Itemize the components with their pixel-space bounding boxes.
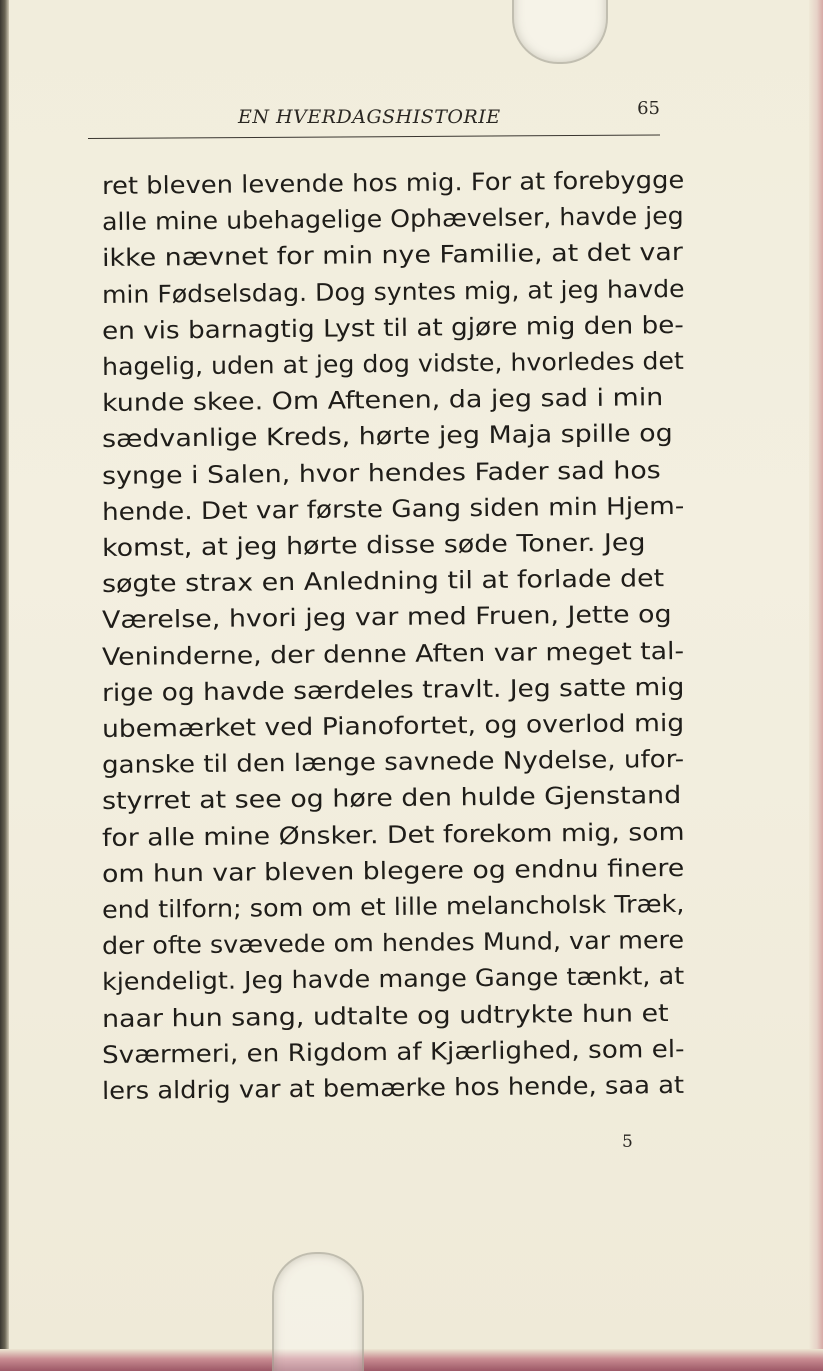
running-head	[88, 98, 660, 138]
text-line: end tilforn; som om et lille melancholsk Træk,	[101, 889, 685, 924]
page-clip-top	[512, 0, 608, 64]
text-line: Veninderne, der denne Aften var meget tal-	[101, 636, 685, 671]
page-edge-bottom	[0, 1349, 823, 1371]
text-line: for alle mine Ønsker. Det forekom mig, som	[101, 817, 685, 852]
text-line: om hun var bleven blegere og endnu finere	[101, 853, 685, 888]
page-edge-right	[809, 0, 823, 1371]
text-line: lers aldrig var at bemærke hos hende, saa at	[101, 1070, 685, 1105]
text-line: rige og havde særdeles travlt. Jeg satte mig	[101, 672, 685, 707]
page-number: 65	[637, 98, 660, 119]
text-line: ret bleven levende hos mig. For at forebygge	[101, 165, 685, 200]
text-line: der ofte svævede om hendes Mund, var mere	[101, 926, 685, 961]
text-line: naar hun sang, udtalte og udtrykte hun et	[101, 998, 669, 1033]
text-line: synge i Salen, hvor hendes Fader sad hos	[101, 455, 661, 490]
text-line: styrret at see og høre den hulde Gjenstand	[101, 781, 682, 816]
text-line: ubemærket ved Pianofortet, og overlod mig	[101, 708, 685, 743]
text-line: Sværmeri, en Rigdom af Kjærlighed, som el-	[101, 1034, 685, 1069]
book-spine-edge	[0, 0, 9, 1371]
text-line: ganske til den længe savnede Nydelse, ufor-	[101, 745, 685, 780]
text-line: min Fødselsdag. Dog syntes mig, at jeg havde	[101, 274, 685, 309]
text-line: alle mine ubehagelige Ophævelser, havde jeg	[101, 202, 684, 237]
signature-mark: 5	[622, 1132, 633, 1152]
page-clip-bottom	[272, 1252, 364, 1371]
text-line: søgte strax en Anledning til at forlade det	[101, 564, 665, 599]
running-title: EN HVERDAGSHISTORIE	[238, 106, 501, 128]
text-line: sædvanlige Kreds, hørte jeg Maja spille og	[101, 419, 673, 454]
text-line: hende. Det var første Gang siden min Hjem-	[101, 491, 685, 526]
text-line: hagelig, uden at jeg dog vidste, hvorledes det	[101, 346, 684, 381]
text-line: kunde skee. Om Aftenen, da jeg sad i min	[101, 383, 664, 418]
text-line: komst, at jeg hørte disse søde Toner. Jeg	[101, 528, 646, 562]
text-line: en vis barnagtig Lyst til at gjøre mig den be-	[101, 310, 684, 345]
text-line: kjendeligt. Jeg havde mange Gange tænkt, at	[101, 962, 685, 997]
text-line: ikke nævnet for min nye Familie, at det var	[101, 238, 683, 273]
text-line: Værelse, hvori jeg var med Fruen, Jette og	[101, 600, 672, 635]
